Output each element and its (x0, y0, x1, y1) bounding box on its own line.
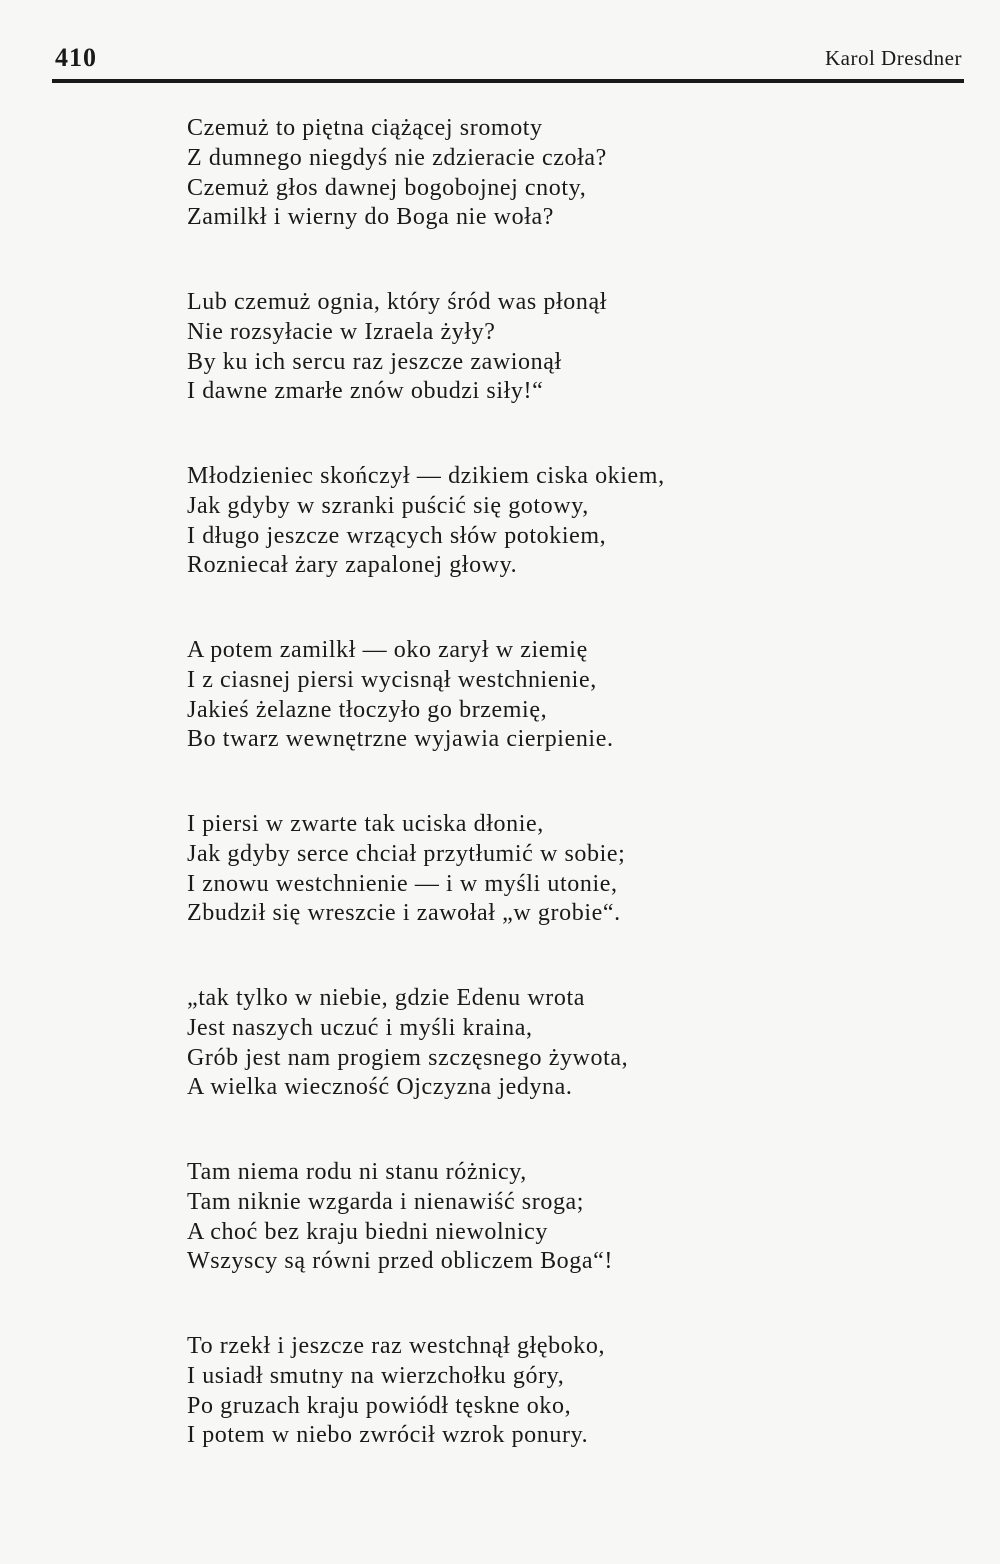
page-number: 410 (55, 43, 97, 72)
poem-line: I potem w niebo zwrócił wzrok ponury. (187, 1422, 589, 1449)
poem-line: Grób jest nam progiem szczęsnego żywota, (187, 1044, 629, 1071)
poem-line: I piersi w zwarte tak uciska dłonie, (187, 811, 544, 837)
poem-line: I długo jeszcze wrzących słów potokiem, (187, 522, 607, 549)
running-head: Karol Dresdner (824, 46, 962, 70)
poem-line: I znowu westchnienie — i w myśli utonie, (187, 870, 618, 897)
poem-line: I dawne zmarłe znów obudzi siły!“ (187, 378, 544, 405)
poem-line: Po gruzach kraju powiódł tęskne oko, (187, 1392, 572, 1419)
stanza-2 (187, 288, 847, 462)
poem-line: By ku ich sercu raz jeszcze zawionął (187, 348, 562, 375)
poem-line: Wszyscy są równi przed obliczem Boga“! (187, 1248, 613, 1275)
poem-line: Nie rozsyłacie w Izraela żyły? (187, 318, 496, 345)
poem-line: Czemuż to piętna ciążącej sromoty (187, 115, 543, 141)
poem-line: Rozniecał żary zapalonej głowy. (187, 552, 518, 579)
poem-line: Bo twarz wewnętrzne wyjawia cierpienie. (187, 726, 614, 753)
poem-line: Lub czemuż ognia, który śród was płonął (187, 289, 607, 315)
poem-line: Jak gdyby w szranki puścić się gotowy, (187, 492, 589, 519)
stanza-5 (187, 810, 847, 984)
poem (187, 114, 847, 1506)
poem-line: A wielka wieczność Ojczyzna jedyna. (187, 1074, 573, 1101)
header-rule (52, 79, 964, 83)
poem-line: I usiadł smutny na wierzchołku góry, (187, 1362, 565, 1389)
poem-line: I z ciasnej piersi wycisnął westchnienie, (187, 666, 597, 693)
poem-line: Tam niknie wzgarda i nienawiść sroga; (187, 1188, 585, 1215)
poem-line: Jest naszych uczuć i myśli kraina, (187, 1014, 533, 1041)
poem-line: A potem zamilkł — oko zarył w ziemię (187, 637, 588, 663)
stanza-7 (187, 1158, 847, 1332)
stanza-4 (187, 636, 847, 810)
stanza-3 (187, 462, 847, 636)
stanza-1 (187, 114, 847, 288)
poem-line: Jak gdyby serce chciał przytłumić w sobie; (187, 840, 626, 867)
poem-line: Zbudził się wreszcie i zawołał „w grobie“. (187, 900, 621, 927)
poem-line: Młodzieniec skończył — dzikiem ciska okiem, (187, 463, 665, 489)
poem-line: A choć bez kraju biedni niewolnicy (187, 1218, 548, 1245)
stanza-6 (187, 984, 847, 1158)
poem-line: Czemuż głos dawnej bogobojnej cnoty, (187, 174, 587, 201)
poem-line: Zamilkł i wierny do Boga nie woła? (187, 204, 554, 231)
stanza-8 (187, 1332, 847, 1506)
poem-line: „tak tylko w niebie, gdzie Edenu wrota (187, 985, 586, 1011)
poem-line: Jakieś żelazne tłoczyło go brzemię, (187, 696, 548, 723)
poem-line: Z dumnego niegdyś nie zdzieracie czoła? (187, 144, 607, 171)
poem-line: Tam niema rodu ni stanu różnicy, (187, 1159, 527, 1185)
poem-line: To rzekł i jeszcze raz westchnął głęboko, (187, 1333, 606, 1359)
